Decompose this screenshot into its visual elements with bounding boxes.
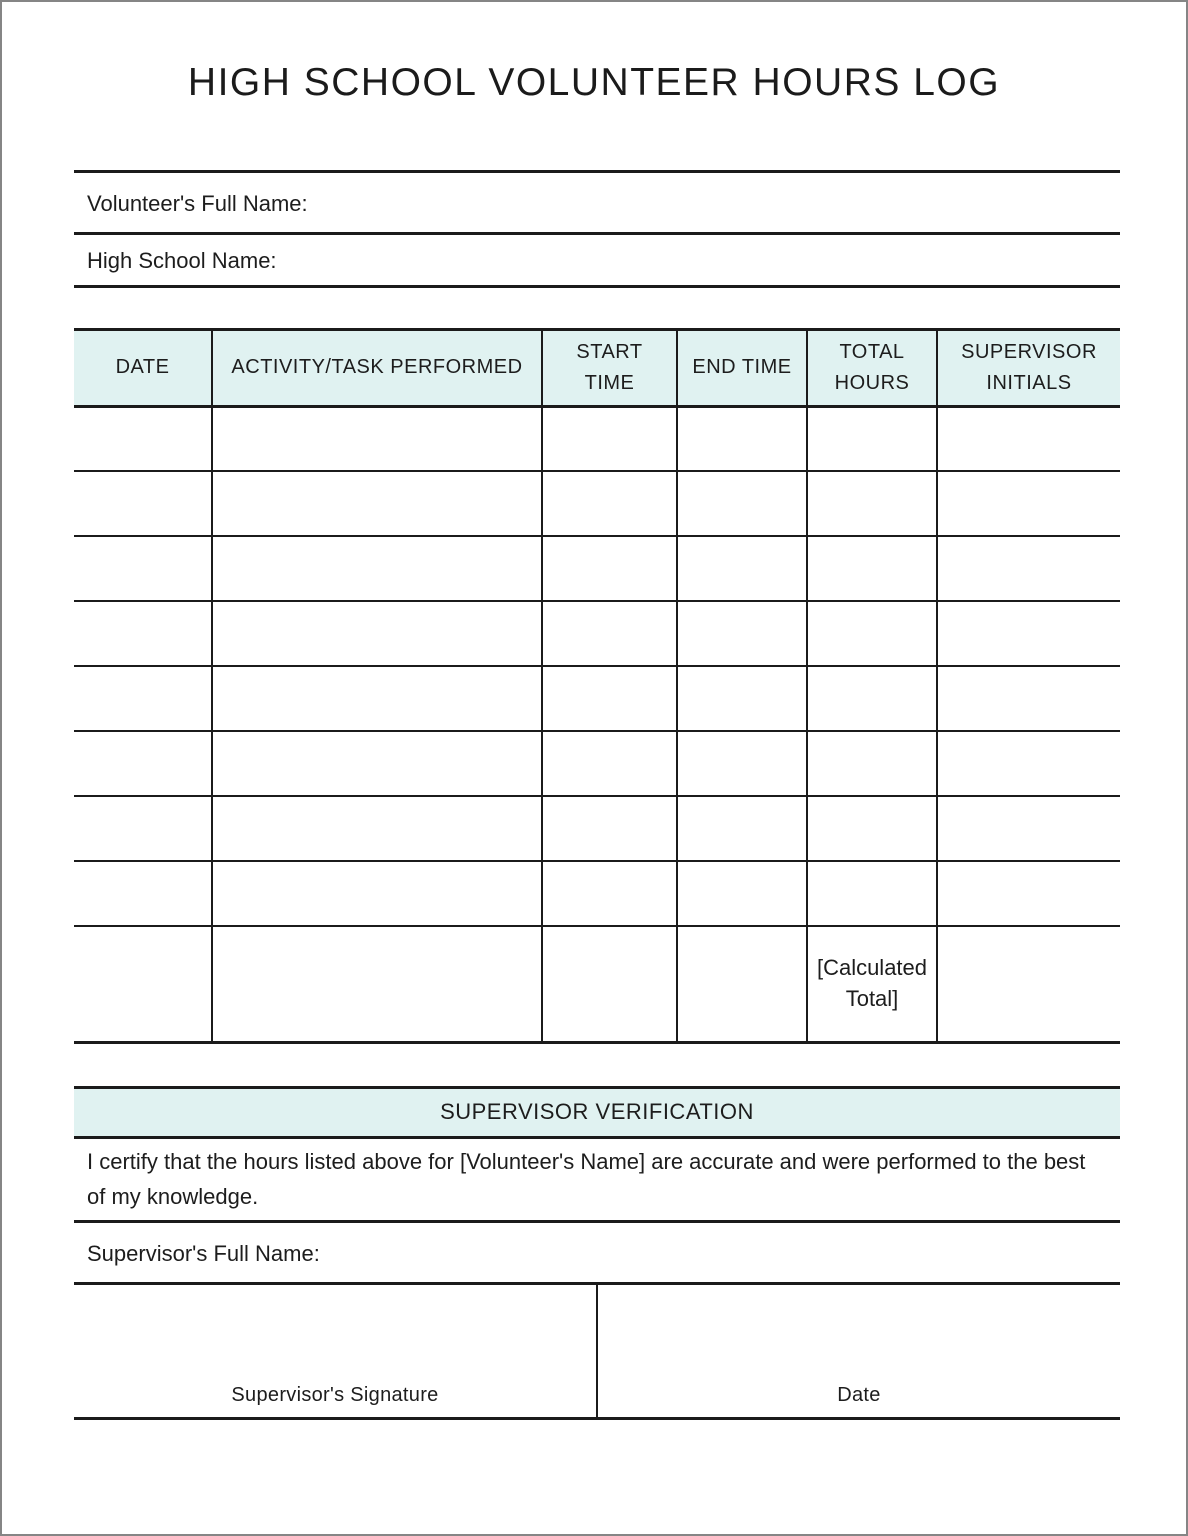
cell-date[interactable] xyxy=(74,666,212,731)
page-content xyxy=(74,170,1120,1420)
cell-date[interactable] xyxy=(74,926,212,1042)
volunteer-name-field[interactable] xyxy=(308,187,1120,211)
hours-log-table xyxy=(74,328,1120,1044)
cell-activity[interactable] xyxy=(212,926,542,1042)
supervisor-name-row xyxy=(74,1220,1120,1282)
table-row-total xyxy=(74,926,1120,1042)
volunteer-name-label: Volunteer's Full Name: xyxy=(87,190,308,216)
cell-start-time[interactable] xyxy=(542,926,677,1042)
cell-supervisor-initials[interactable] xyxy=(937,536,1120,601)
cell-start-time[interactable] xyxy=(542,471,677,536)
cell-activity[interactable] xyxy=(212,406,542,471)
header-date: DATE xyxy=(115,356,170,379)
cell-activity[interactable] xyxy=(212,796,542,861)
supervisor-signature-label: Supervisor's Signature xyxy=(231,1384,439,1407)
cell-start-time[interactable] xyxy=(542,601,677,666)
cell-activity[interactable] xyxy=(212,861,542,926)
supervisor-name-label: Supervisor's Full Name: xyxy=(87,1241,320,1267)
cell-start-time[interactable] xyxy=(542,666,677,731)
cell-supervisor-initials[interactable] xyxy=(937,796,1120,861)
cell-end-time[interactable] xyxy=(677,536,807,601)
cell-activity[interactable] xyxy=(212,731,542,796)
cell-activity[interactable] xyxy=(212,471,542,536)
table-row xyxy=(74,601,1120,666)
table-row xyxy=(74,796,1120,861)
cell-supervisor-initials[interactable] xyxy=(937,731,1120,796)
hours-log-header xyxy=(74,329,1120,406)
cell-start-time[interactable] xyxy=(542,796,677,861)
certification-statement: I certify that the hours listed above for [Volunteer's Name] are accurate and were performed to the best of my knowledge. xyxy=(87,1148,1086,1209)
cell-start-time[interactable] xyxy=(542,406,677,471)
cell-start-time[interactable] xyxy=(542,861,677,926)
header-activity: ACTIVITY/TASK PERFORMED xyxy=(212,329,542,406)
cell-supervisor-initials[interactable] xyxy=(937,861,1120,926)
cell-end-time[interactable] xyxy=(677,601,807,666)
info-section xyxy=(74,170,1120,288)
cell-total-hours[interactable] xyxy=(807,796,937,861)
cell-date[interactable] xyxy=(74,731,212,796)
volunteer-name-row xyxy=(74,170,1120,232)
school-name-row xyxy=(74,232,1120,285)
cell-calculated-total[interactable]: [Calculated Total] xyxy=(807,926,937,1042)
cell-total-hours[interactable] xyxy=(807,666,937,731)
supervisor-verification-heading: SUPERVISOR VERIFICATION xyxy=(74,1086,1120,1139)
cell-date[interactable] xyxy=(74,471,212,536)
cell-total-hours[interactable] xyxy=(807,731,937,796)
cell-end-time[interactable] xyxy=(677,406,807,471)
table-row xyxy=(74,731,1120,796)
hours-log-body xyxy=(74,406,1120,1042)
table-row xyxy=(74,471,1120,536)
cell-end-time[interactable] xyxy=(677,471,807,536)
header-start-time: START TIME xyxy=(542,329,677,406)
signature-date-field[interactable] xyxy=(596,1285,1120,1417)
cell-total-hours[interactable] xyxy=(807,861,937,926)
cell-total-hours[interactable] xyxy=(807,601,937,666)
school-name-field[interactable] xyxy=(277,244,1120,268)
cell-end-time[interactable] xyxy=(677,926,807,1042)
cell-activity[interactable] xyxy=(212,601,542,666)
supervisor-name-field[interactable] xyxy=(320,1237,1120,1261)
header-supervisor-initials: SUPERVISOR INITIALS xyxy=(937,329,1120,406)
signature-date-label: Date xyxy=(837,1384,881,1407)
cell-activity[interactable] xyxy=(212,536,542,601)
cell-activity[interactable] xyxy=(212,666,542,731)
supervisor-signature-field[interactable] xyxy=(74,1285,596,1417)
cell-total-hours[interactable] xyxy=(807,536,937,601)
cell-supervisor-initials[interactable] xyxy=(937,666,1120,731)
cell-date[interactable] xyxy=(74,536,212,601)
cell-end-time[interactable] xyxy=(677,666,807,731)
table-row xyxy=(74,861,1120,926)
cell-supervisor-initials[interactable] xyxy=(937,601,1120,666)
cell-supervisor-initials[interactable] xyxy=(937,406,1120,471)
cell-end-time[interactable] xyxy=(677,731,807,796)
cell-date[interactable] xyxy=(74,601,212,666)
cell-date[interactable] xyxy=(74,796,212,861)
cell-end-time[interactable] xyxy=(677,796,807,861)
signature-section xyxy=(74,1282,1120,1420)
table-row xyxy=(74,666,1120,731)
cell-date[interactable] xyxy=(74,861,212,926)
table-row xyxy=(74,536,1120,601)
page-title: HIGH SCHOOL VOLUNTEER HOURS LOG xyxy=(187,61,1001,104)
cell-start-time[interactable] xyxy=(542,731,677,796)
cell-start-time[interactable] xyxy=(542,536,677,601)
cell-total-hours[interactable] xyxy=(807,406,937,471)
header-end-time: END TIME xyxy=(677,329,807,406)
cell-supervisor-initials[interactable] xyxy=(937,926,1120,1042)
cell-end-time[interactable] xyxy=(677,861,807,926)
cell-total-hours[interactable] xyxy=(807,471,937,536)
school-name-label: High School Name: xyxy=(87,247,277,273)
header-total-hours: TOTAL HOURS xyxy=(807,329,937,406)
header-row xyxy=(74,329,1120,406)
table-row xyxy=(74,406,1120,471)
cell-supervisor-initials[interactable] xyxy=(937,471,1120,536)
cell-date[interactable] xyxy=(74,406,212,471)
